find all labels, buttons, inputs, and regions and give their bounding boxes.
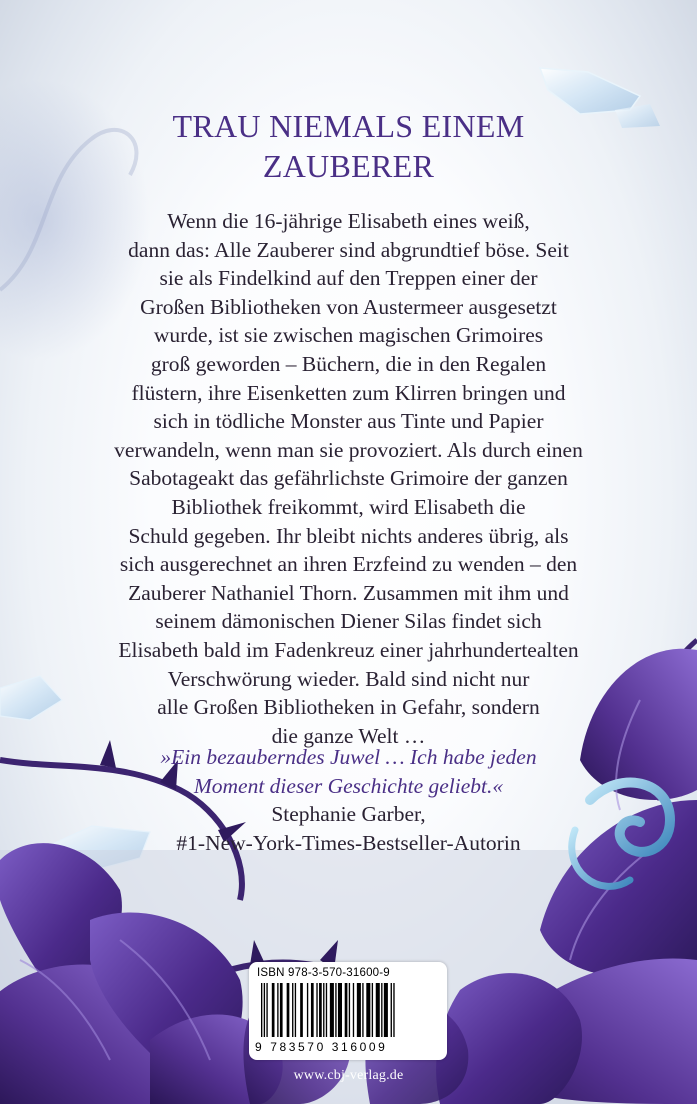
barcode-bar bbox=[353, 983, 354, 1037]
headline-line: ZAUBERER bbox=[262, 148, 435, 184]
blurb-line: Bibliothek freikommt, wird Elisabeth die bbox=[171, 494, 526, 519]
isbn-label: ISBN 978-3-570-31600-9 bbox=[257, 967, 390, 979]
barcode-bar bbox=[300, 983, 303, 1037]
blurb-line: Großen Bibliotheken von Austermeer ausgesetzt bbox=[140, 294, 557, 319]
blurb-line: sie als Findelkind auf den Treppen einer der bbox=[159, 266, 538, 291]
blurb-line: dann das: Alle Zauberer sind abgrundtief böse. Seit bbox=[128, 237, 569, 262]
attribution-line: Stephanie Garber, bbox=[271, 802, 426, 826]
barcode-bar bbox=[311, 983, 314, 1037]
barcode-bar bbox=[391, 983, 392, 1037]
blurb-line: sich ausgerechnet an ihren Erzfeind zu wenden – den bbox=[119, 552, 578, 577]
barcode-bar bbox=[272, 983, 275, 1037]
barcode-bar bbox=[264, 983, 265, 1037]
barcode-digits: 9 783570 316009 bbox=[255, 1040, 388, 1054]
barcode-bar bbox=[349, 983, 350, 1037]
blurb-line: verwandeln, wenn man sie provoziert. Als durch einen bbox=[114, 437, 583, 462]
barcode-bar bbox=[381, 983, 382, 1037]
barcode-bar bbox=[362, 983, 363, 1037]
barcode-bar bbox=[280, 983, 283, 1037]
barcode-bar bbox=[393, 983, 394, 1037]
blurb-line: Elisabeth bald im Fadenkreuz einer jahrhundertealten bbox=[118, 637, 579, 662]
blurb-line: Zauberer Nathaniel Thorn. Zusammen mit ihm und bbox=[128, 580, 569, 605]
barcode-bar bbox=[376, 983, 380, 1037]
barcode-bar bbox=[316, 983, 317, 1037]
blurb-line: flüstern, ihre Eisenketten zum Klirren bringen und bbox=[131, 380, 566, 405]
barcode-bar bbox=[338, 983, 342, 1037]
barcode-bar bbox=[261, 983, 262, 1037]
quote-line: Moment dieser Geschichte geliebt.« bbox=[193, 773, 504, 798]
blurb-line: seinem dämonischen Diener Silas findet sich bbox=[155, 609, 542, 634]
review-quote bbox=[60, 743, 637, 800]
publisher-website: www.cbj-verlag.de bbox=[293, 1068, 404, 1083]
barcode-bar bbox=[372, 983, 373, 1037]
barcode-bar bbox=[277, 983, 278, 1037]
blurb-line: Schuld gegeben. Ihr bleibt nichts anderes übrig, als bbox=[128, 523, 569, 548]
blurb-line: Verschwörung wieder. Bald sind nicht nur bbox=[167, 666, 530, 691]
isbn-barcode-box bbox=[249, 962, 447, 1060]
blurb-line: die ganze Welt … bbox=[271, 723, 426, 748]
blurb-line: wurde, ist sie zwischen magischen Grimoires bbox=[153, 323, 544, 348]
quote-attribution bbox=[60, 800, 637, 857]
barcode-bar bbox=[295, 983, 296, 1037]
barcode-bar bbox=[287, 983, 290, 1037]
barcode-bar bbox=[357, 983, 361, 1037]
barcode-bar bbox=[384, 983, 388, 1037]
headline bbox=[60, 106, 637, 186]
barcode-bar bbox=[345, 983, 348, 1037]
barcode-bar bbox=[326, 983, 327, 1037]
barcode-bar bbox=[366, 983, 370, 1037]
blurb-line: groß geworden – Büchern, die in den Regalen bbox=[150, 351, 547, 376]
quote-line: »Ein bezauberndes Juwel … Ich habe jeden bbox=[160, 745, 537, 769]
barcode-bar bbox=[319, 983, 322, 1037]
barcode-bar bbox=[323, 983, 324, 1037]
barcode-bar bbox=[330, 983, 334, 1037]
barcode-bar bbox=[266, 983, 267, 1037]
barcode-bar bbox=[307, 983, 308, 1037]
attribution-line: #1-New-York-Times-Bestseller-Autorin bbox=[176, 830, 521, 855]
barcode-icon bbox=[259, 983, 437, 1039]
blurb-text bbox=[70, 207, 627, 750]
blurb-line: Sabotageakt das gefährlichste Grimoire der ganzen bbox=[129, 466, 568, 491]
barcode-bar bbox=[292, 983, 293, 1037]
blurb-line: alle Großen Bibliotheken in Gefahr, sondern bbox=[157, 695, 540, 720]
barcode-bar bbox=[335, 983, 336, 1037]
blurb-line: sich in tödliche Monster aus Tinte und Papier bbox=[153, 409, 544, 434]
blurb-line: Wenn die 16-jährige Elisabeth eines weiß, bbox=[167, 209, 530, 233]
headline-line: TRAU NIEMALS EINEM bbox=[172, 108, 525, 144]
